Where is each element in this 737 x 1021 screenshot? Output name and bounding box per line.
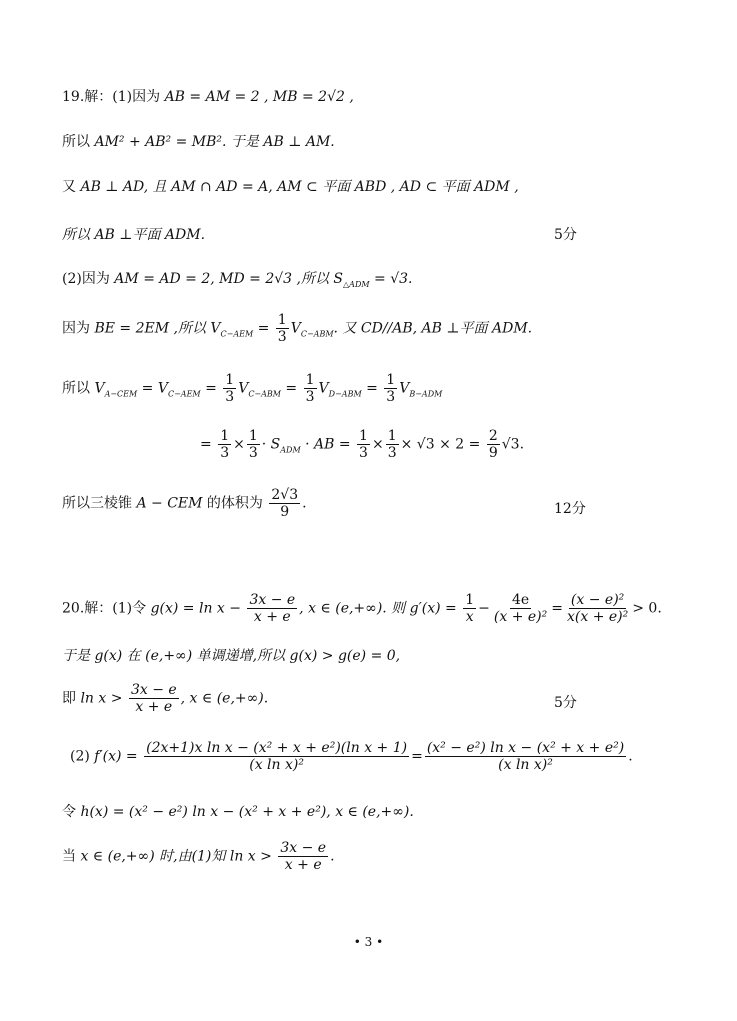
frac-num: 2 <box>488 428 498 444</box>
q19-frac-g <box>386 428 399 461</box>
q19-sub-adm: ADM <box>280 445 301 455</box>
frac-num: (2x+1)x ln x − (x² + x + e²)(ln x + 1) <box>146 740 408 756</box>
q20-frac6 <box>144 740 409 773</box>
q19-sub-caem2: C−AEM <box>167 389 201 399</box>
frac-num: 3x − e <box>130 682 177 698</box>
frac-num: 1 <box>248 428 258 444</box>
q20-frac5 <box>129 682 179 715</box>
q20-gdef: g(x) = ln x − <box>150 600 241 617</box>
frac-den: 3 <box>387 445 397 462</box>
q19-area-value: = √3. <box>374 271 413 287</box>
frac-den: 3 <box>248 445 258 462</box>
q19-score-5: 5分 <box>554 227 577 243</box>
q19-area-sub: △ADM <box>343 279 370 289</box>
frac-num: 1 <box>465 592 475 608</box>
q20-domain: , x ∈ (e,+∞). 则 g′(x) = <box>299 600 457 617</box>
frac-num: 1 <box>386 372 396 388</box>
q19-final-intro: 所以三棱锥 <box>62 495 132 512</box>
frac-num: 1 <box>220 428 230 444</box>
q19-sub-dabm: D−ABM <box>328 389 362 399</box>
frac-den: x + e <box>135 699 173 716</box>
q19-line1 <box>62 86 354 106</box>
q19-part2-given: AM = AD = 2, MD = 2√3 ,所以 S <box>114 271 344 287</box>
q19-sub-acem: A−CEM <box>104 389 138 399</box>
frac-den: x + e <box>253 609 291 626</box>
frac-num: 1 <box>305 372 315 388</box>
q19-v5: V <box>399 380 410 397</box>
q19-sub-cabm: C−ABM <box>300 329 334 339</box>
q20-lnx: ln x > <box>80 690 123 707</box>
q20-line2 <box>62 645 400 665</box>
frac-den: 3 <box>386 389 396 406</box>
frac-den: x + e <box>284 857 322 874</box>
frac-num: (x² − e²) ln x − (x² + x + e²) <box>426 740 625 756</box>
q19-frac-third <box>276 312 289 345</box>
q19-frac-e <box>247 428 260 461</box>
q19-v: V <box>290 320 301 337</box>
q19-sub-cabm2: C−ABM <box>248 389 281 399</box>
q20-part2: (2) <box>70 748 90 765</box>
frac-den: 3 <box>359 445 368 462</box>
frac-den: (x + e)² <box>493 609 548 626</box>
q19-frac-two-ninths <box>487 428 500 461</box>
q20-frac1 <box>247 592 297 625</box>
q20-frac3 <box>492 592 549 625</box>
q19-line8: = $\frac{1}{3}$ × $\frac{1}{3}$ · $S_{ADM}$ · AB = $\frac{1}{3}$ × $\frac{1}{3}$ × √3 × 2 = $\frac{2}{9}$ √3. <box>200 428 525 462</box>
q19-result: √3. <box>501 436 525 453</box>
frac-den: 3 <box>305 389 315 406</box>
q20-namely: 即 <box>62 690 76 707</box>
q20-line3 <box>62 682 268 715</box>
frac-num: 1 <box>225 372 235 388</box>
frac-den: 9 <box>280 504 290 521</box>
q19-pythag: AM² + AB² = MB². 于是 AB ⊥ AM. <box>94 134 335 150</box>
q19-line6 <box>62 312 532 345</box>
q19-line4 <box>62 224 205 244</box>
q19-sub-badm: B−ADM <box>409 389 443 399</box>
q20-let: 令 <box>62 804 76 820</box>
q19-perp-conditions: AB ⊥ AD, 且 AM ∩ AD = A, AM ⊂ 平面 ABD , AD ⊂ 平面 ADM , <box>80 179 519 195</box>
q19-frac-b <box>304 372 317 405</box>
q19-v4: V <box>318 380 329 397</box>
q19-v1: V <box>94 380 105 397</box>
q19-intro: 19.解：(1)因为 <box>62 89 161 105</box>
q19-given: AB = AM = 2 , MB = 2√2 , <box>164 89 354 105</box>
q20-line4: (2) f′(x) = $\frac{\text{(2x+1)x ln x − (x² + x + e²)(ln x + 1)}}{\text{(x ln x)²}}$ = $\frac{\text{(x² − e²) ln x − (x² + x + e²)}}{\text{(x ln x)²}}$ . <box>70 740 633 774</box>
q19-final-frac <box>269 487 300 520</box>
frac-num: (x − e)² <box>570 592 625 608</box>
frac-den: 3 <box>277 329 287 346</box>
q19-line3 <box>62 176 519 196</box>
q20-line1: 20.解：(1)令 g(x) = ln x − $\frac{3x - e}{x + e}$ , x ∈ (e,+∞). 则 g′(x) = $\frac{1}{x}$ − $\frac{4e}{\text{(x + e)²}}$ = $\frac{\text{(x − e)²}}{\text{x(x + e)²}}$ > 0. <box>62 592 662 626</box>
q19-so: 所以 <box>62 134 90 150</box>
q20-hdef: h(x) = (x² − e²) ln x − (x² + x + e²), x ∈ (e,+∞). <box>80 804 414 820</box>
frac-den: 3 <box>220 445 230 462</box>
q20-line6: 当 x ∈ (e,+∞) 时,由(1)知 ln x > $\frac{3x - e}{x + e}$ . <box>62 840 335 874</box>
frac-den: x(x + e)² <box>566 609 629 626</box>
frac-num: 3x − e <box>280 840 327 856</box>
q20-positive: > 0. <box>632 600 662 617</box>
frac-den: (x ln x)² <box>249 757 304 774</box>
q20-when: 当 <box>62 848 76 865</box>
frac-den: 9 <box>488 445 498 462</box>
q19-conclusion1: 所以 AB ⊥平面 ADM. <box>62 227 206 243</box>
q20-score-5: 5分 <box>554 695 577 711</box>
q19-be-ratio: BE = 2EM ,所以 V <box>94 320 221 337</box>
q20-frac4 <box>565 592 630 625</box>
q19-because: 因为 <box>62 320 90 337</box>
frac-num: 1 <box>359 428 368 444</box>
q19-line7: 所以 $V_{A-CEM} = V_{C-AEM}$ = $\frac{1}{3}$ $V_{C-ABM}$ = $\frac{1}{3}$ $V_{D-ABM}$ = $\frac{1}{3}$ $V_{B-ADM}$ <box>62 372 443 406</box>
q20-domain2: , x ∈ (e,+∞). <box>180 690 269 707</box>
frac-num: 4e <box>511 592 530 608</box>
q20-monotone: 于是 g(x) 在 (e,+∞) 单调递增,所以 g(x) > g(e) = 0, <box>62 648 401 664</box>
q19-v3: V <box>238 380 249 397</box>
q19-v2: V <box>157 380 168 397</box>
q19-part2-intro: (2)因为 <box>62 271 110 287</box>
q20-fprime: f′(x) = <box>94 748 138 765</box>
frac-num: 1 <box>277 312 287 328</box>
frac-den: 3 <box>225 389 235 406</box>
frac-num: 2√3 <box>271 487 299 503</box>
q20-lnx2: ln x > <box>229 848 272 865</box>
frac-num: 3x − e <box>249 592 296 608</box>
q19-also: 又 <box>62 179 76 195</box>
q19-line9: 所以三棱锥 A − CEM 的体积为 $\frac{2√3}{9}$ . <box>62 487 307 521</box>
q19-frac-d <box>218 428 231 461</box>
q20-intro: 20.解：(1)令 <box>62 600 147 617</box>
q19-sub-caem: C−AEM <box>220 329 254 339</box>
q20-frac2 <box>463 592 476 625</box>
q19-frac-a <box>223 372 236 405</box>
frac-den: x <box>465 609 474 626</box>
q20-line5 <box>62 801 414 821</box>
q19-line5 <box>62 268 412 289</box>
q19-therefore: 所以 <box>62 380 90 397</box>
frac-num: 1 <box>387 428 397 444</box>
q19-line2 <box>62 131 335 151</box>
q19-times-ab: · AB = <box>305 436 351 453</box>
q19-frac-c <box>384 372 397 405</box>
q19-frac-f <box>357 428 370 461</box>
q19-calc: × √3 × 2 = <box>400 436 481 453</box>
q20-frac7 <box>425 740 626 773</box>
q19-pyramid: A − CEM <box>136 495 203 512</box>
q19-volume-is: 的体积为 <box>206 495 263 512</box>
q19-eq-sign: = <box>257 320 270 337</box>
q19-parallel: . 又 CD//AB, AB ⊥平面 ADM. <box>333 320 533 337</box>
q20-from1: x ∈ (e,+∞) 时,由(1)知 <box>80 848 226 865</box>
q20-frac8 <box>278 840 328 873</box>
page-number: • 3 • <box>353 935 384 949</box>
q19-score-12: 12分 <box>554 501 586 517</box>
frac-den: (x ln x)² <box>498 757 553 774</box>
